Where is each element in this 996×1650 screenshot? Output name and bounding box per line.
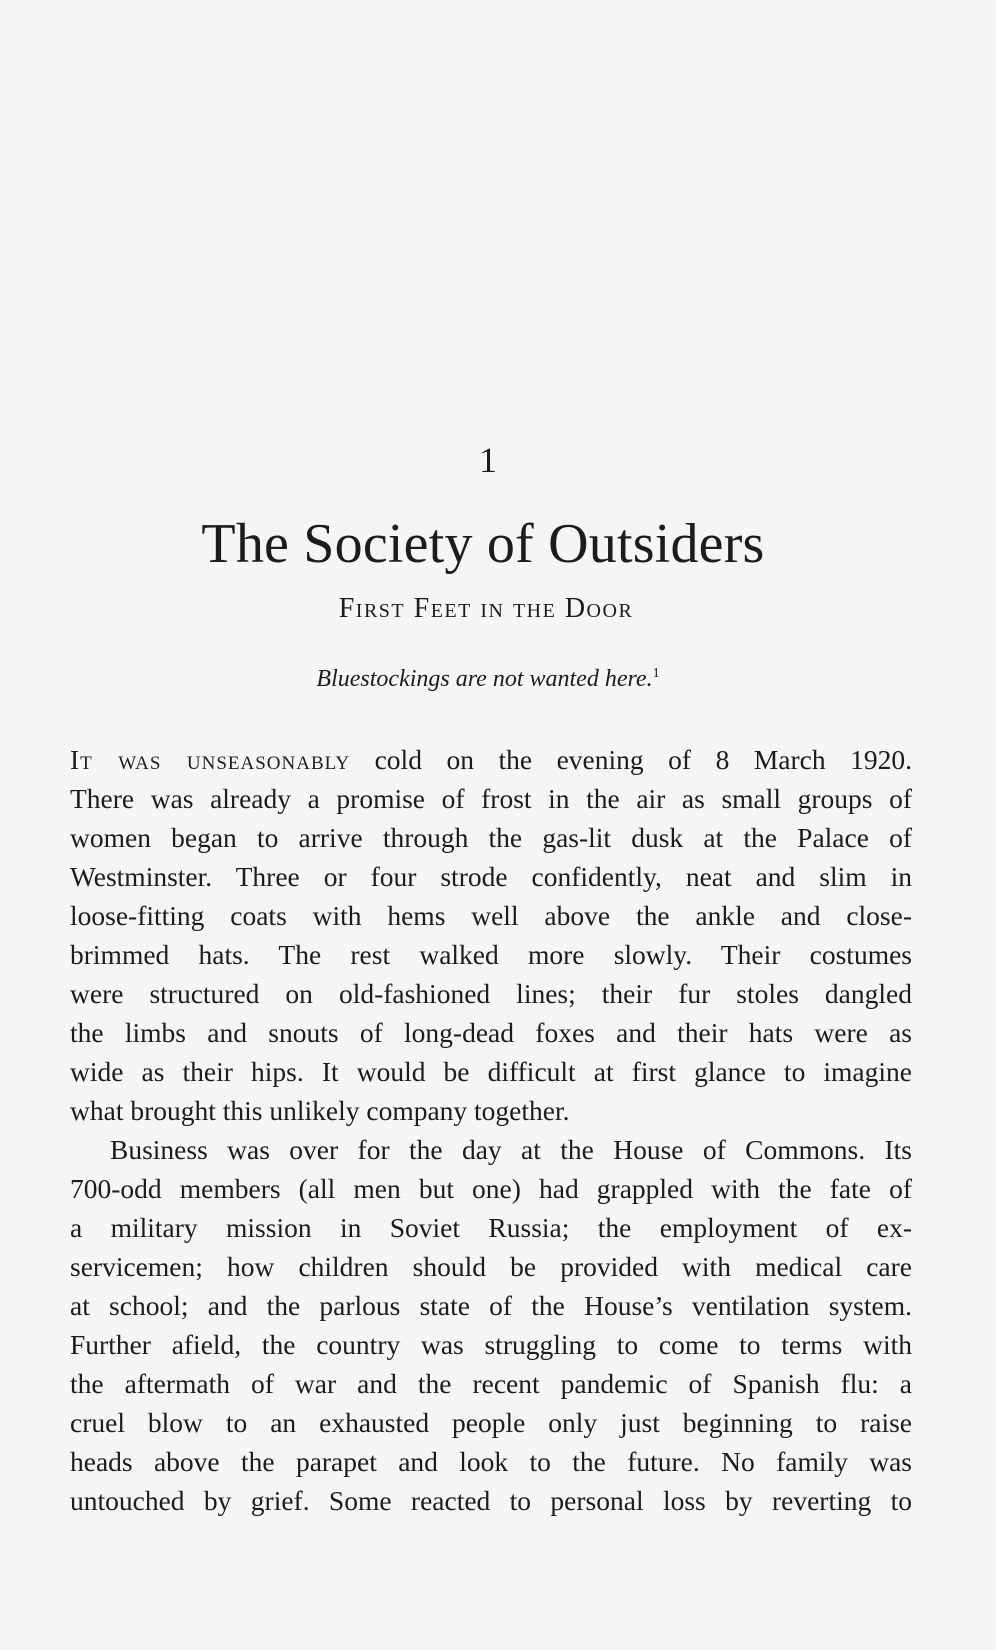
paragraph-1-line: what brought this unlikely company together. bbox=[70, 1095, 570, 1126]
paragraph-2-line: 700-odd members (all men but one) had grappled with the fate of bbox=[70, 1173, 912, 1204]
paragraph-2-line: Further afield, the country was struggling to come to terms with bbox=[70, 1329, 912, 1360]
paragraph-1-line: It was unseasonably cold on the evening of 8 March 1920. bbox=[70, 744, 912, 775]
paragraph-2-line: cruel blow to an exhausted people only just beginning to raise bbox=[70, 1407, 912, 1438]
paragraph-1-line: the limbs and snouts of long-dead foxes and their hats were as bbox=[70, 1017, 912, 1048]
chapter-number bbox=[0, 440, 996, 480]
paragraph-2-line: the aftermath of war and the recent pandemic of Spanish flu: a bbox=[70, 1368, 912, 1399]
paragraph-1-line: There was already a promise of frost in the air as small groups of bbox=[70, 783, 912, 814]
chapter-number-text: 1 bbox=[479, 440, 497, 480]
paragraph-1-line: were structured on old-fashioned lines; their fur stoles dangled bbox=[70, 978, 912, 1009]
paragraph-2-line: untouched by grief. Some reacted to personal loss by reverting to bbox=[70, 1485, 912, 1516]
paragraph-2-line: a military mission in Soviet Russia; the employment of ex- bbox=[70, 1212, 912, 1243]
paragraph-lead-smallcaps: It was unseasonably bbox=[70, 744, 351, 775]
paragraph-2-line: at school; and the parlous state of the House’s ventilation system. bbox=[70, 1290, 912, 1321]
body-text bbox=[70, 740, 912, 1520]
footnote-marker: 1 bbox=[652, 666, 660, 681]
paragraph-2-line: Business was over for the day at the House of Commons. Its bbox=[110, 1134, 912, 1165]
chapter-title-text: The Society of Outsiders bbox=[201, 513, 765, 575]
paragraph-1-line: brimmed hats. The rest walked more slowly. Their costumes bbox=[70, 939, 912, 970]
paragraph-1-line: women began to arrive through the gas-lit dusk at the Palace of bbox=[70, 822, 912, 853]
paragraph-2-line: heads above the parapet and look to the future. No family was bbox=[70, 1446, 912, 1477]
epigraph bbox=[0, 664, 996, 694]
chapter-subtitle-text: First Feet in the Door bbox=[338, 593, 634, 624]
paragraph-1-line: loose-fitting coats with hems well above the ankle and close- bbox=[70, 900, 912, 931]
paragraph-1-line: wide as their hips. It would be difficult at first glance to imagine bbox=[70, 1056, 912, 1087]
chapter-subtitle bbox=[0, 592, 996, 626]
epigraph-text: Bluestockings are not wanted here. bbox=[316, 666, 653, 692]
paragraph-1-line: Westminster. Three or four strode confidently, neat and slim in bbox=[70, 861, 912, 892]
chapter-title bbox=[0, 512, 996, 576]
paragraph-2-line: servicemen; how children should be provided with medical care bbox=[70, 1251, 912, 1282]
